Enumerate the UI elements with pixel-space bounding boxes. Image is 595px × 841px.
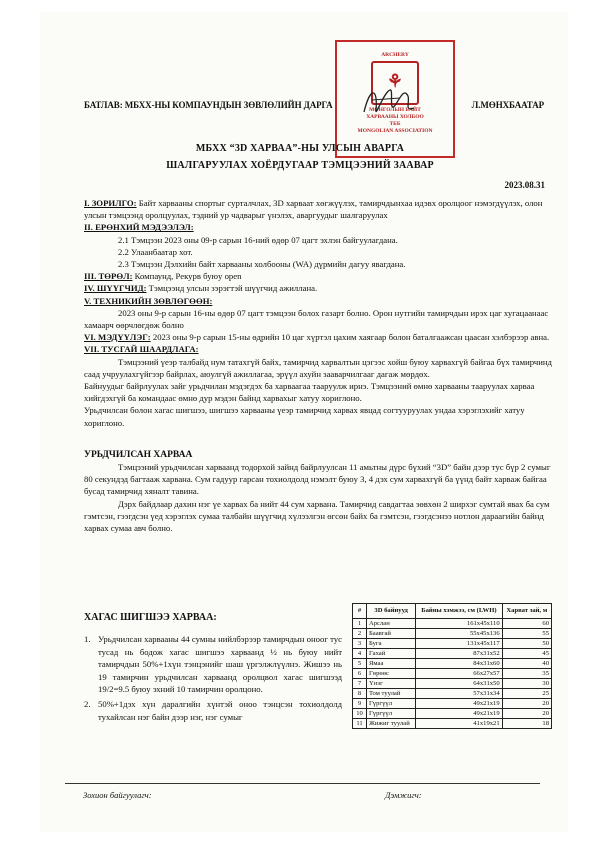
section-goal — [84, 197, 552, 221]
table-cell: Жижиг туулай — [367, 719, 416, 729]
semifinal-list — [84, 633, 342, 725]
table-row — [353, 699, 552, 709]
table-cell: 4 — [353, 649, 367, 659]
table-cell: 161х45х110 — [416, 619, 502, 629]
general-item: 2.3 Тэмцээн Дэлхийн байт харвааны холбооны (WA) дүрмийн дагуу явагдана. — [118, 259, 406, 270]
footer-organizer: Зохион байгуулагч: — [83, 790, 152, 800]
table-row — [353, 639, 552, 649]
targets-table — [352, 603, 552, 729]
approval-line — [84, 100, 544, 110]
table-row — [353, 669, 552, 679]
table-cell: 20 — [502, 699, 551, 709]
table-cell: Гүргүүл — [367, 709, 416, 719]
table-cell: 10 — [353, 709, 367, 719]
table-cell: 1 — [353, 619, 367, 629]
table-cell: Баавгай — [367, 629, 416, 639]
table-cell: Арслан — [367, 619, 416, 629]
title-line-1: МБХХ “3D ХАРВАА”-НЫ УЛСЫН АВАРГА — [195, 143, 405, 154]
footer-divider — [65, 783, 540, 784]
table-cell: 84х31х60 — [416, 659, 502, 669]
section-registration-text: 2023 оны 9-р сарын 15-ны өдрийн 10 цаг хүртэл цахим хаягаар болон баталгаажсан цаасан хэлбэрээр авна. — [150, 332, 550, 343]
general-item: 2.2 Улаанбаатар хот. — [118, 246, 193, 257]
column-header: Байны хэмжээ, см (LWH) — [416, 604, 502, 619]
footer-supporter: Дэмжигч: — [385, 790, 422, 800]
prelim-heading: УРЬДЧИЛСАН ХАРВАА — [84, 449, 193, 460]
section-goal-text: Байт харвааны спортыг сурталчлах, 3D харваат хөгжүүлэх, тамирчдынхаа идэвх оролцоог нэмэгдүүлэх, олон улсын тэмцээнд оролцуулах, тэдний ур чадварыг үнэлэх, аваргуудыг шалгаруулах — [84, 198, 543, 221]
table-cell: 49х21х19 — [416, 699, 502, 709]
table-cell: 5 — [353, 659, 367, 669]
table-cell: 18 — [502, 719, 551, 729]
section-judges-text: Тэмцээнд улсын зэрэгтэй шүүгчид ажиллана. — [146, 283, 318, 294]
table-row — [353, 649, 552, 659]
table-cell: 25 — [502, 689, 551, 699]
table-cell: 49х21х19 — [416, 709, 502, 719]
table-cell: 3 — [353, 639, 367, 649]
signature-icon — [360, 82, 418, 122]
special-paragraph-2: Байнуудыг байрлуулах зайг урьдчилан мэдэгдэх ба харваагаа тааруулж ирнэ. Тэмцээний өмнө харвааны тааруулах харваа хийгдэхгүй ба командаас өмнө дур мэдэн байнд харвахыг хатуу хориглоно. — [84, 381, 535, 404]
table-cell: 6 — [353, 669, 367, 679]
title-line-2: ШАЛГАРУУЛАХ ХОЁРДУГААР ТЭМЦЭЭНИЙ ЗААВАР — [166, 160, 434, 171]
table-header-row — [353, 604, 552, 619]
table-cell: 8 — [353, 689, 367, 699]
seal-top-text: ARCHERY — [381, 52, 409, 58]
list-item-text: Урьдчилсан харвааны 44 сумны нийлбэрээр тамирчдын оноог тус тусад нь бодож хагас шигшээ харваанд ½ нь буюу нийт тамирчдын 50%+1хүн тэнцэнийг шаш үргэлжлүүлнэ. Жишээ нь 19 тамирчин урьдчилсан харваанд оролцвол хагас шигшээд 19/2=9.5 буюу эхний 10 тамирчин оролцоно. — [98, 634, 342, 695]
seal-text-4: MONGOLIAN ASSOCIATION — [357, 128, 433, 134]
table-cell: Гөрөөс — [367, 669, 416, 679]
approval-label: БАТЛАВ: МБХХ-НЫ КОМПАУНДЫН ЗӨВЛӨЛИЙН ДАРГА — [84, 100, 333, 110]
table-cell: 2 — [353, 629, 367, 639]
table-cell: 9 — [353, 699, 367, 709]
seal-text-1: МОНГОЛЫН БАЙТ — [369, 107, 421, 113]
table-cell: Үнэг — [367, 679, 416, 689]
section-category — [84, 270, 552, 282]
table-row — [353, 659, 552, 669]
list-item — [84, 633, 342, 696]
list-item — [84, 698, 342, 723]
special-paragraph-1: Тэмцээний үеэр талбайд нум татахгүй байх, тамирчид харвалтын цэгээс хойш буюу харвахгүй байгаа бүх тамирчинд саад учруулахгүйгээр байрлах, аюулгүй ажиллагаа, эрүүл ахуйн зааварчилгааг дагаж мөрдөх. — [84, 356, 552, 379]
table-cell: 131х45х117 — [416, 639, 502, 649]
column-header: # — [353, 604, 367, 619]
table-cell: 87х31х52 — [416, 649, 502, 659]
table-cell: Буга — [367, 639, 416, 649]
table-row — [353, 709, 552, 719]
table-cell: 35 — [502, 669, 551, 679]
column-header: 3D байнууд — [367, 604, 416, 619]
section-registration-heading: VI. МЭДҮҮЛЭГ: — [84, 332, 151, 343]
section-judges-heading: IV. ШҮҮГЧИД: — [84, 283, 147, 294]
table-cell: 55х45х136 — [416, 629, 502, 639]
table-cell: Гахай — [367, 649, 416, 659]
table-row — [353, 689, 552, 699]
approver-name: Л.МӨНХБААТАР — [471, 100, 544, 110]
table-cell: 50 — [502, 639, 551, 649]
table-cell: 30 — [502, 679, 551, 689]
document-title — [100, 140, 500, 174]
section-general — [84, 221, 552, 233]
section-judges — [84, 282, 552, 294]
seal-text-3: ТББ — [389, 121, 401, 127]
table-cell: Ямаа — [367, 659, 416, 669]
table-cell: 20 — [502, 709, 551, 719]
table-cell: 41х19х21 — [416, 719, 502, 729]
document-date: 2023.08.31 — [504, 180, 545, 190]
seal-text-2: ХАРВААНЫ ХОЛБОО — [366, 114, 424, 120]
prelim-paragraph-1: Тэмцээний урьдчилсан харваанд тодорхой зайнд байрлуулсан 11 амьтны дүрс бүхий “3D” байн дээр тус бүр 2 сумыг 80 секундэд багтааж харвана. Сум гадуур гарсан тохиолдолд нэмэлт буюу 3, 4 дэх сум харвахгүй ба үүнд байт харваж байгаа бусад тамирчид хяналт тавина. — [84, 462, 551, 497]
list-item-text: 50%+1дэх хүн даралгийн хүнтэй оноо тэнцсэн тохиолдолд тухайлсан нэг байн дээр нэг, нэг сумыг — [98, 698, 342, 722]
section-general-heading: II. ЕРӨНХИЙ МЭДЭЭЛЭЛ: — [84, 222, 194, 233]
section-registration — [84, 331, 552, 343]
section-category-text: Компаунд, Рекурв буюу open — [132, 271, 242, 282]
seal-emblem-icon: ⚘ — [371, 61, 419, 105]
section-technical-text: 2023 оны 9-р сарын 16-ны өдөр 07 цагт тэмцээн болох газарт болно. Орон нутгийн тамирчдын ирэх цаг хугацаанаас хамаарч өөрчлөгдөж болно — [84, 307, 549, 331]
general-item: 2.1 Тэмцээн 2023 оны 09-р сарын 16-ний өдөр 07 цагт эхлэн байгуулагдана. — [118, 234, 398, 245]
section-special — [84, 343, 552, 355]
table-cell: 60 — [502, 619, 551, 629]
section-category-heading: III. ТӨРӨЛ: — [84, 271, 133, 282]
list-item-number: 2. — [84, 698, 91, 709]
table-row — [353, 619, 552, 629]
table-row — [353, 679, 552, 689]
table-cell: 40 — [502, 659, 551, 669]
table-cell: Гүргүүл — [367, 699, 416, 709]
section-goal-heading: I. ЗОРИЛГО: — [84, 198, 137, 208]
prelim-paragraph-2: Дэрх байдлаар дахин нэг үе харвах ба нийт 44 сум харвана. Тамирчид савдагтаа зөвхөн 2 ширхэг сумтай явах ба сум гэмтсэн, гээгдсэн үед хэрэглэх сумаа талбайн шүүгчид хүлээлгэн өгсөн байх ба гэмтсэн, гээгдсэнээ нотлон дараагийн байнд харвах сумаа авч болно. — [84, 498, 550, 534]
section-technical-heading: V. ТЕХНИКИЙН ЗӨВЛӨГӨӨН: — [84, 295, 213, 306]
table-cell: 66х27х57 — [416, 669, 502, 679]
special-paragraph-3: Урьдчилсан болон хагас шигшээ, шигшээ харвааны үеэр тамирчид харвах явцад согтууруулах ундаа хэрэглэхийг хатуу хориглоно. — [84, 405, 525, 428]
table-cell: 45 — [502, 649, 551, 659]
table-cell: 7 — [353, 679, 367, 689]
table-cell: 55 — [502, 629, 551, 639]
list-item-number: 1. — [84, 634, 91, 644]
section-technical — [84, 295, 552, 307]
semifinal-heading: ХАГАС ШИГШЭЭ ХАРВАА: — [84, 612, 217, 623]
table-cell: 11 — [353, 719, 367, 729]
table-row — [353, 719, 552, 729]
table-row — [353, 629, 552, 639]
table-cell: 64х31х50 — [416, 679, 502, 689]
table-cell: Том туулай — [367, 689, 416, 699]
column-header: Харват зай, м — [502, 604, 551, 619]
table-cell: 57х31х34 — [416, 689, 502, 699]
instruction-body — [84, 197, 552, 534]
section-special-heading: VII. ТУСГАЙ ШААРДЛАГА: — [84, 344, 199, 355]
